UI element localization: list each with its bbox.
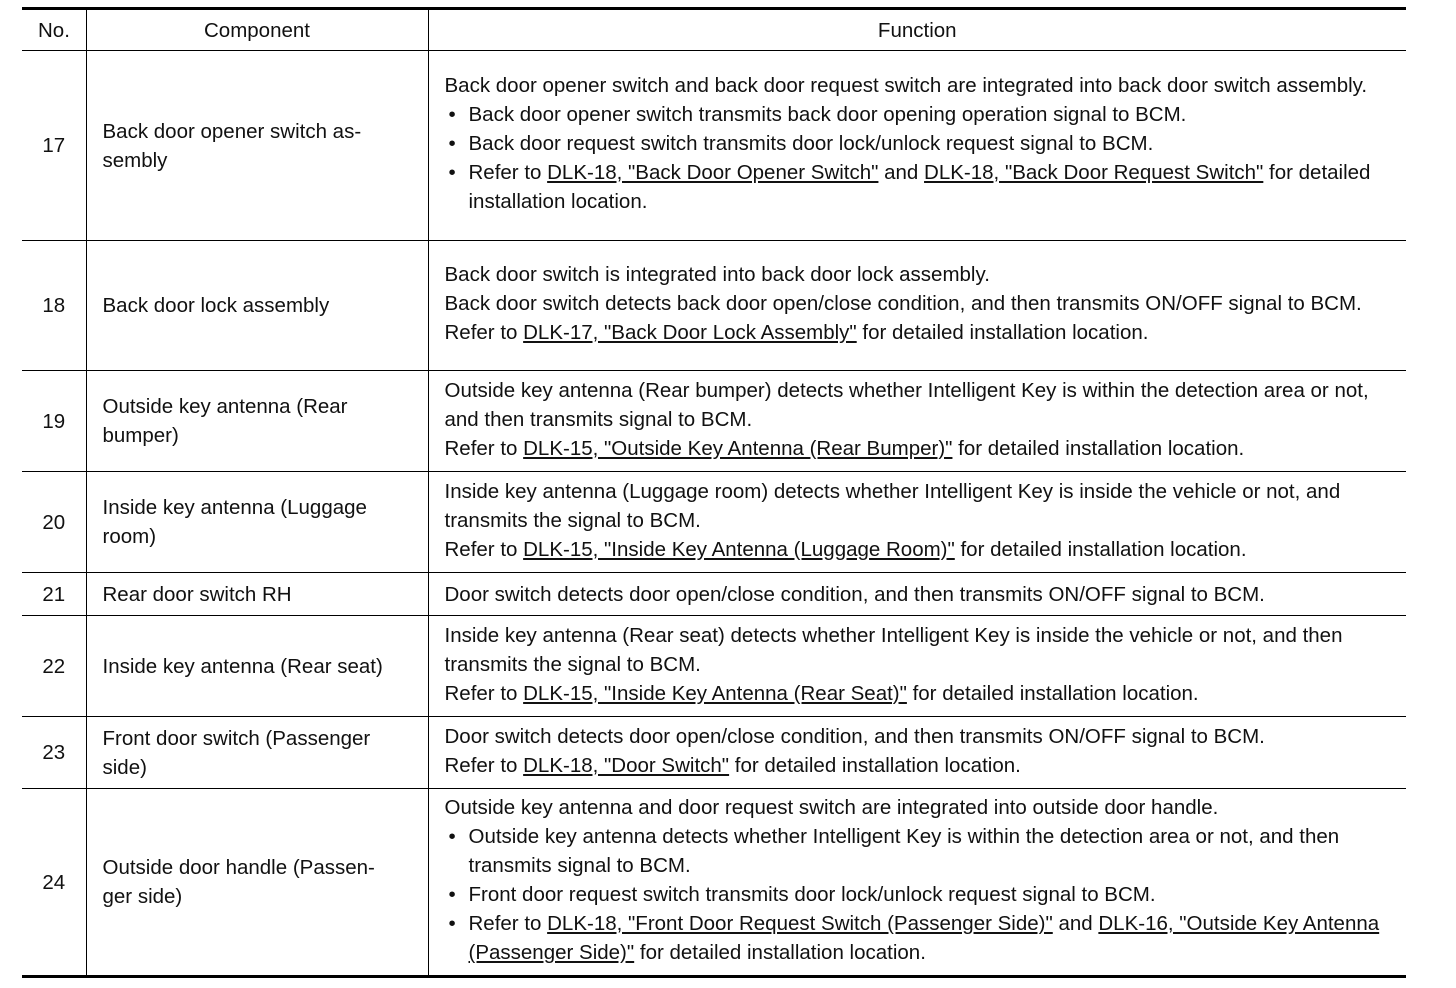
table-row — [22, 789, 1406, 977]
row-number: 24 — [22, 789, 86, 977]
reference-line — [445, 679, 1391, 708]
reference-line — [445, 535, 1391, 564]
location-text: for detailed installation location. — [954, 537, 1247, 561]
reference-line — [445, 318, 1391, 347]
reference-line — [445, 434, 1391, 463]
refer-text: Refer to — [444, 753, 524, 777]
component-name: Back door opener switch as- sembly — [86, 51, 428, 241]
row-number: 23 — [22, 717, 86, 789]
location-text: for detailed installation location. — [634, 941, 926, 964]
function-description — [428, 241, 1406, 371]
function-description — [428, 616, 1406, 717]
refer-text: Refer to — [468, 912, 548, 935]
refer-text: Refer to — [444, 436, 524, 460]
function-description — [428, 472, 1406, 573]
function-description — [428, 573, 1406, 616]
header-component: Component — [86, 9, 428, 51]
function-description — [428, 371, 1406, 472]
reference-line — [445, 751, 1391, 780]
table-row — [22, 472, 1406, 573]
function-text: Outside key antenna and door request switch are integrated into outside door handle. — [444, 796, 1219, 819]
reference-link[interactable]: DLK-18, "Front Door Request Switch (Passenger Side)" — [547, 912, 1053, 935]
reference-link[interactable]: DLK-15, "Inside Key Antenna (Luggage Room)" — [523, 537, 955, 561]
location-text: for detailed installation location. — [952, 436, 1245, 460]
component-name: Back door lock assembly — [86, 241, 428, 371]
header-function: Function — [428, 9, 1406, 51]
component-name: Inside key antenna (Luggage room) — [86, 472, 428, 573]
reference-link[interactable]: DLK-16, "Outside Key Antenna (Passenger Side)" — [468, 912, 1380, 964]
refer-text: Refer to — [444, 537, 524, 561]
function-text: Back door switch detects back door open/close condition, and then transmits ON/OFF signal to BCM. — [444, 292, 1362, 315]
reference-link[interactable]: DLK-18, "Back Door Request Switch" — [924, 161, 1264, 184]
function-bullet — [445, 158, 1391, 216]
function-text: Inside key antenna (Rear seat) detects whether Intelligent Key is inside the vehicle or not, and then transmits the signal to BCM. — [444, 623, 1343, 676]
location-text: for detailed installation location. — [906, 681, 1199, 705]
refer-text: Refer to — [444, 321, 524, 344]
component-name: Front door switch (Passenger side) — [86, 717, 428, 789]
function-description — [428, 51, 1406, 241]
component-function-table-container — [22, 7, 1406, 978]
row-number: 20 — [22, 472, 86, 573]
component-function-table — [22, 7, 1406, 978]
function-bullet: • Back door opener switch transmits back door opening operation signal to BCM. — [445, 100, 1391, 129]
function-text: Inside key antenna (Luggage room) detects whether Intelligent Key is inside the vehicle or not, and transmits the signal to BCM. — [444, 479, 1341, 532]
row-number: 19 — [22, 371, 86, 472]
function-text: Door switch detects door open/close condition, and then transmits ON/OFF signal to BCM. — [444, 724, 1265, 748]
header-no: No. — [22, 9, 86, 51]
row-number: 21 — [22, 573, 86, 616]
table-row — [22, 51, 1406, 241]
function-text: Outside key antenna (Rear bumper) detects whether Intelligent Key is within the detection area or not, and then transmits signal to BCM. — [444, 378, 1369, 431]
reference-link[interactable]: DLK-15, "Inside Key Antenna (Rear Seat)" — [523, 681, 907, 705]
reference-link[interactable]: DLK-17, "Back Door Lock Assembly" — [523, 321, 857, 344]
row-number: 18 — [22, 241, 86, 371]
refer-text: Refer to — [444, 681, 524, 705]
reference-link[interactable]: DLK-18, "Door Switch" — [523, 753, 730, 777]
component-name: Outside door handle (Passen- ger side) — [86, 789, 428, 977]
function-bullet: • Outside key antenna detects whether Intelligent Key is within the detection area or not, and then transmits signal to BCM. — [445, 822, 1391, 880]
location-text: for detailed installation location. — [729, 753, 1021, 777]
table-row — [22, 616, 1406, 717]
table-row — [22, 371, 1406, 472]
component-name: Rear door switch RH — [86, 573, 428, 616]
function-text: Back door opener switch and back door request switch are integrated into back door switch assembly. — [444, 74, 1368, 97]
table-body — [22, 51, 1406, 977]
table-row — [22, 241, 1406, 371]
row-number: 22 — [22, 616, 86, 717]
and-text: and — [878, 161, 925, 184]
function-text: Door switch detects door open/close condition, and then transmits ON/OFF signal to BCM. — [444, 582, 1265, 606]
table-row — [22, 717, 1406, 789]
location-text: for detailed installation location. — [468, 161, 1371, 213]
reference-link[interactable]: DLK-18, "Back Door Opener Switch" — [547, 161, 879, 184]
function-bullet: • Front door request switch transmits door lock/unlock request signal to BCM. — [445, 880, 1391, 909]
location-text: for detailed installation location. — [856, 321, 1149, 344]
table-row — [22, 573, 1406, 616]
function-description — [428, 789, 1406, 977]
function-description — [428, 717, 1406, 789]
refer-text: Refer to — [468, 161, 548, 184]
header-row — [22, 9, 1406, 51]
reference-link[interactable]: DLK-15, "Outside Key Antenna (Rear Bumper)" — [523, 436, 953, 460]
component-name: Inside key antenna (Rear seat) — [86, 616, 428, 717]
function-bullet — [445, 909, 1391, 967]
function-bullet: • Back door request switch transmits door lock/unlock request signal to BCM. — [445, 129, 1391, 158]
function-text: Back door switch is integrated into back door lock assembly. — [444, 263, 990, 286]
and-text: and — [1052, 912, 1099, 935]
component-name: Outside key antenna (Rear bumper) — [86, 371, 428, 472]
row-number: 17 — [22, 51, 86, 241]
